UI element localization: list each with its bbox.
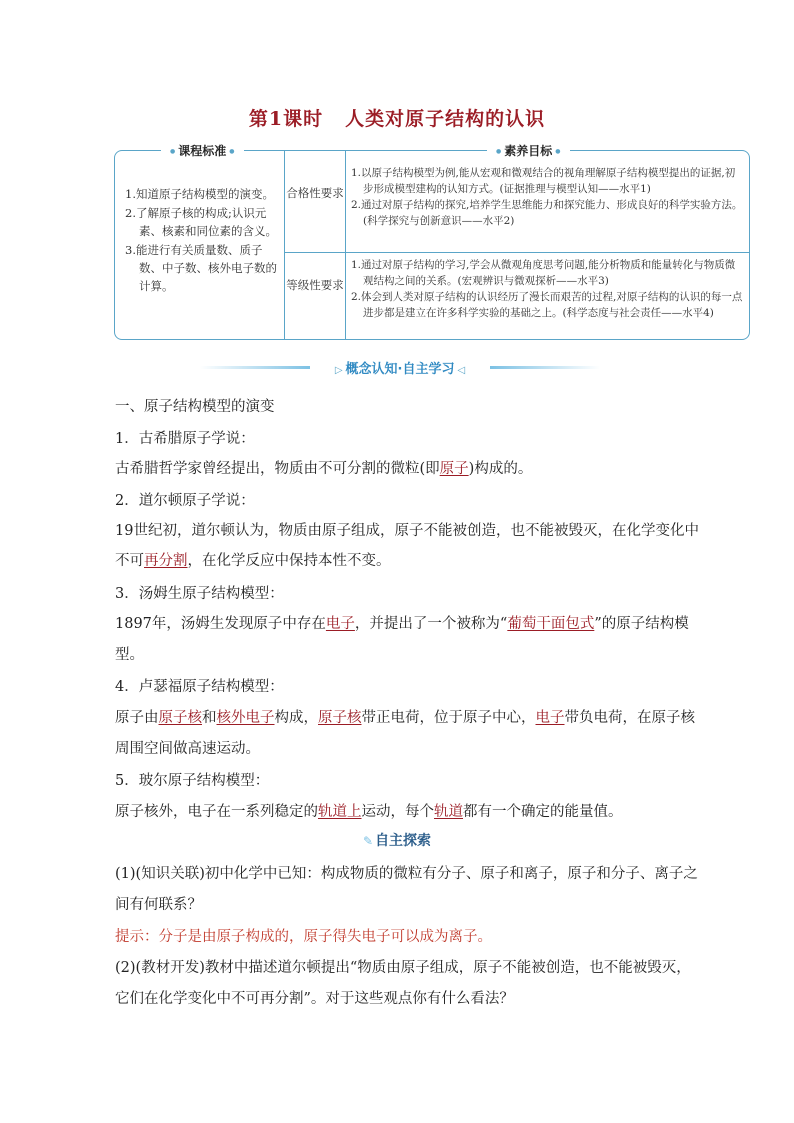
banner-rule <box>200 366 310 369</box>
hint-answer: 提示：分子是由原子构成的，原子得失电子可以成为离子。 <box>115 929 492 945</box>
text: 1897年，汤姆生发现原子中存在 <box>115 616 326 632</box>
qualified-goals <box>351 165 743 229</box>
answer-blank: 轨道 <box>434 804 463 820</box>
answer-blank: 电子 <box>325 616 355 632</box>
standard-item: 3.能进行有关质量数、质子数、中子数、核外电子数的计算。 <box>125 243 277 293</box>
curriculum-standards-list <box>125 185 285 296</box>
subheading: 1．古希腊原子学说： <box>115 431 255 447</box>
subheading: 2．道尔顿原子学说： <box>115 493 255 509</box>
subheading: 3．汤姆生原子结构模型： <box>115 586 284 602</box>
text: 和 <box>202 710 217 726</box>
text: 带正电荷，位于原子中心， <box>361 710 536 726</box>
paragraph <box>115 457 685 478</box>
text: ，在化学反应中保持本性不变。 <box>187 553 391 569</box>
text: 原子由 <box>115 710 159 726</box>
lesson-topic: 人类对原子结构的认识 <box>345 108 546 130</box>
text: 构成， <box>274 710 318 726</box>
question-line: 它们在化学变化中不可再分割”。对于这些观点你有什么看法？ <box>115 991 514 1007</box>
text: 原子核外，电子在一系列稳定的 <box>115 804 318 820</box>
arrow-left-icon: ◁ <box>457 365 466 376</box>
divider <box>284 252 749 253</box>
answer-blank: 核外电子 <box>216 710 275 726</box>
literacy-goals-header: ● 素养目标 ● <box>487 142 570 159</box>
graded-goals <box>351 257 743 321</box>
text: 自主探索 <box>375 833 432 849</box>
page-title <box>0 104 794 131</box>
goal-item: 2.体会到人类对原子结构的认识经历了漫长而艰苦的过程,对原子结构的认识的每一点进步都是建立在许多科学实验的基础之上。(科学态度与社会责任——水平4) <box>351 291 743 319</box>
answer-blank: 葡萄干面包式 <box>507 616 595 632</box>
self-exploration-heading <box>363 830 431 850</box>
answer-blank: 电子 <box>535 710 565 726</box>
goal-item: 1.以原子结构模型为例,能从宏观和微观结合的视角理解原子结构模型提出的证据,初步形成模型建构的认知方式。(证据推理与模型认知——水平1) <box>351 167 736 195</box>
text: 带负电荷，在原子核 <box>564 710 695 726</box>
section-heading: 一、原子结构模型的演变 <box>115 399 275 415</box>
lesson-number: 第1课时 <box>248 108 324 130</box>
paragraph-line: 19世纪初，道尔顿认为，物质由原子组成，原子不能被创造，也不能被毁灭，在化学变化中 <box>115 523 699 539</box>
qualified-level-label: 合格性要求 <box>286 186 344 200</box>
divider <box>345 151 346 339</box>
text: 运动，每个 <box>361 804 434 820</box>
arrow-right-icon: ▷ <box>334 365 343 376</box>
text: 都有一个确定的能量值。 <box>463 804 623 820</box>
standard-item: 2.了解原子核的构成;认识元素、核素和同位素的含义。 <box>125 206 277 238</box>
paragraph-line: 型。 <box>115 647 144 663</box>
graded-level-label: 等级性要求 <box>286 278 344 292</box>
answer-blank: 再分割 <box>144 553 188 569</box>
goal-item: 2.通过对原子结构的探究,培养学生思维能力和探究能力、形成良好的科学实验方法。(科学探究与创新意识——水平2) <box>351 199 743 227</box>
subheading: 5．玻尔原子结构模型： <box>115 773 270 789</box>
text: )构成的。 <box>468 461 533 477</box>
goal-item: 1.通过对原子结构的学习,学会从微观角度思考问题,能分析物质和能量转化与物质微观结构之间的关系。(宏观辨识与微观探析——水平3) <box>351 259 736 287</box>
text: ”的原子结构模 <box>594 616 689 632</box>
answer-blank: 轨道上 <box>318 804 362 820</box>
standards-table <box>114 144 750 340</box>
paragraph-line <box>115 549 685 570</box>
banner-rule <box>490 366 600 369</box>
paragraph-line <box>115 800 685 821</box>
text: ，并提出了一个被称为“ <box>354 616 508 632</box>
curriculum-standards-header: ● 课程标准 ● <box>161 142 244 159</box>
paragraph-line <box>115 612 689 633</box>
standard-item: 1.知道原子结构模型的演变。 <box>125 187 274 201</box>
question-line: 间有何联系？ <box>115 897 202 913</box>
paragraph-line: 周围空间做高速运动。 <box>115 741 260 757</box>
section-banner <box>200 358 600 376</box>
answer-blank: 原子核 <box>158 710 202 726</box>
question-line: (1)(知识关联)初中化学中已知：构成物质的微粒有分子、原子和离子，原子和分子、离子之 <box>115 866 698 882</box>
banner-title: 概念认知·自主学习 <box>345 362 455 377</box>
answer-blank: 原子核 <box>318 710 362 726</box>
pen-icon: ✎ <box>363 834 374 848</box>
text: 古希腊哲学家曾经提出，物质由不可分割的微粒(即 <box>115 461 440 477</box>
subheading: 4．卢瑟福原子结构模型： <box>115 679 284 695</box>
text: 不可 <box>115 553 144 569</box>
paragraph-line <box>115 706 695 727</box>
question-line: (2)(教材开发)教材中描述道尔顿提出“物质由原子组成，原子不能被创造，也不能被毁灭， <box>115 960 691 976</box>
answer-blank: 原子 <box>439 461 469 477</box>
